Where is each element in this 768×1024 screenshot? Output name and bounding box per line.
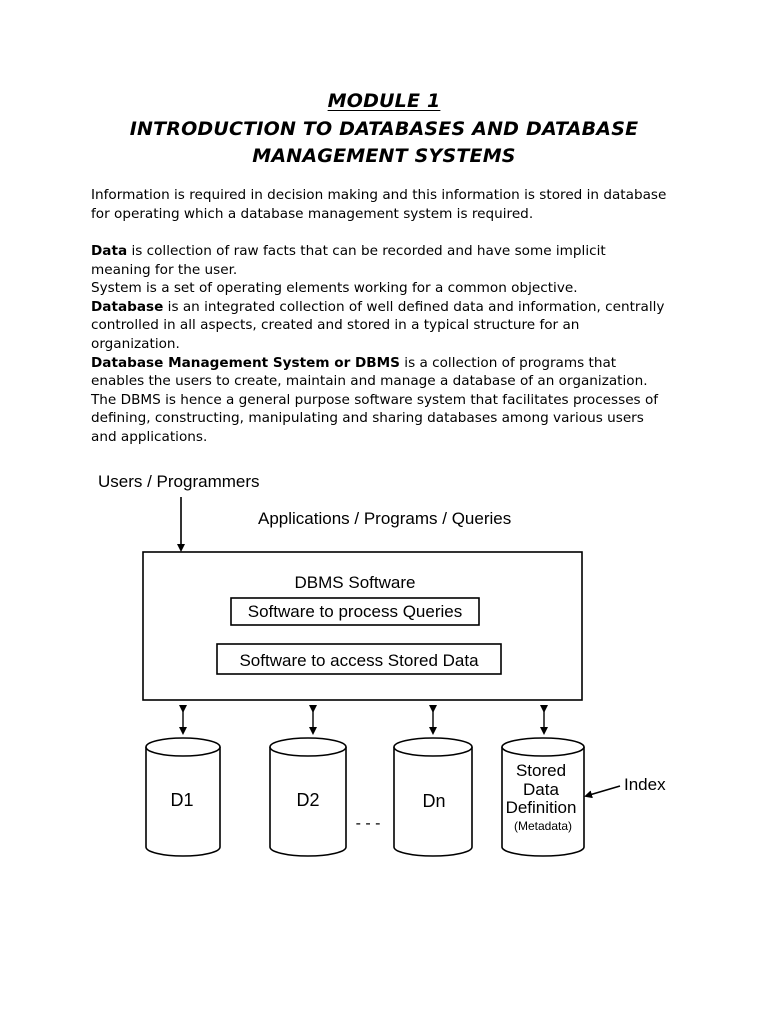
dbms-definition-line1: is a collection of programs that [399, 354, 617, 371]
access-stored-data-label: Software to access Stored Data [239, 651, 479, 670]
dn-cylinder [394, 738, 472, 856]
module-heading: MODULE 1 [327, 90, 441, 112]
dbms-definition-line5: and applications. [91, 428, 208, 445]
metadata-cylinder [502, 738, 584, 856]
index-arrow [586, 786, 620, 796]
dbms-term: Database Management System or DBMS [91, 354, 400, 371]
dbms-architecture-diagram [0, 455, 768, 875]
database-definition-line2: controlled in all aspects, created and stored in a typical structure for an [91, 317, 580, 334]
system-definition: System is a set of operating elements working for a common objective. [91, 280, 578, 297]
applications-label: Applications / Programs / Queries [258, 509, 512, 528]
database-definition-line3: organization. [91, 335, 180, 352]
stored-label: Stored [515, 761, 567, 780]
data-label: Data [523, 780, 559, 799]
intro-line-1: Information is required in decision making and this information is stored in database [91, 187, 667, 203]
d1-cylinder [146, 738, 220, 856]
data-term: Data [91, 243, 128, 259]
intro-paragraph [91, 186, 691, 223]
dn-label: Dn [422, 791, 446, 811]
dbms-definition-line3: The DBMS is hence a general purpose software system that facilitates processes of [91, 391, 659, 408]
data-definition-line1: is collection of raw facts that can be recorded and have some implicit [127, 243, 606, 259]
users-programmers-label: Users / Programmers [98, 472, 260, 491]
page-title-line1: INTRODUCTION TO DATABASES AND DATABASE [129, 118, 639, 140]
data-definition-line2: meaning for the user. [91, 261, 238, 278]
index-label: Index [624, 775, 666, 794]
metadata-label: (Metadata) [513, 819, 573, 833]
d1-label: D1 [170, 790, 194, 810]
dbms-definition-line4: defining, constructing, manipulating and sharing databases among various users [91, 410, 644, 427]
database-term: Database [91, 298, 164, 315]
dbms-definition-line2: enables the users to create, maintain and manage a database of an organization. [91, 373, 648, 390]
process-queries-label: Software to process Queries [247, 602, 463, 621]
ellipsis-dashes: - - - [355, 815, 381, 832]
intro-line-2: for operating which a database management system is required. [91, 205, 534, 222]
dbms-software-label: DBMS Software [294, 573, 416, 592]
page-title-line2: MANAGEMENT SYSTEMS [252, 145, 516, 167]
d2-cylinder [270, 738, 346, 856]
definition-label: Definition [505, 798, 577, 817]
d2-label: D2 [296, 790, 320, 810]
database-definition-line1: is an integrated collection of well defined data and information, centrally [163, 298, 665, 315]
definitions-paragraph [91, 242, 691, 447]
